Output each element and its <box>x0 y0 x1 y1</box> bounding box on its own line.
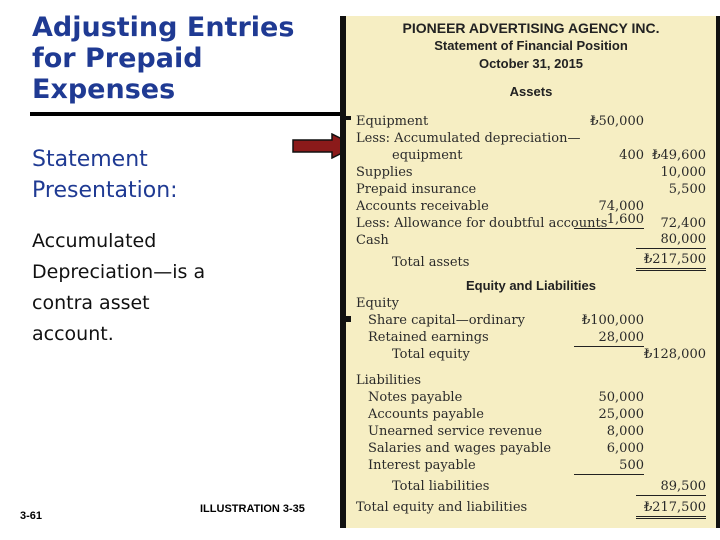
statement-row-value: ₺217,500 <box>636 252 706 271</box>
statement-row-label: Share capital—ordinary <box>368 313 525 328</box>
statement-row-label: Equity <box>356 296 399 311</box>
statement-row-label: Liabilities <box>356 373 422 388</box>
statement-row-label: Cash <box>356 233 389 248</box>
equity-liabilities-heading: Equity and Liabilities <box>465 278 597 293</box>
report-name: Statement of Financial Position <box>434 38 628 53</box>
statement-row-label: Less: Accumulated depreciation— <box>356 131 581 146</box>
statement-row-value: 6,000 <box>606 441 644 456</box>
statement-row-value: 500 <box>574 458 644 475</box>
statement-row-label: Total equity <box>392 347 470 362</box>
statement-row-value: 72,400 <box>660 216 706 231</box>
edge-mark <box>346 316 351 322</box>
statement-row-label: Total equity and liabilities <box>356 500 528 515</box>
assets-heading: Assets <box>509 84 553 99</box>
statement-row-label: Notes payable <box>368 390 463 405</box>
statement-row-label: Total assets <box>392 255 470 270</box>
statement-row-value: 10,000 <box>660 165 706 180</box>
statement-row-label: Accounts receivable <box>356 199 489 214</box>
title-divider <box>30 112 350 116</box>
statement-row-value: 89,500 <box>636 479 706 496</box>
statement-row-value: ₺128,000 <box>643 347 706 362</box>
statement-row-label: equipment <box>392 148 463 163</box>
statement-row-label: Equipment <box>356 114 429 129</box>
illustration-label: ILLUSTRATION 3-35 <box>200 503 305 515</box>
company-name: PIONEER ADVERTISING AGENCY INC. <box>402 20 660 36</box>
statement-row-value: 28,000 <box>574 330 644 347</box>
statement-row-value: ₺217,500 <box>636 500 706 519</box>
statement-row-label: Supplies <box>356 165 413 180</box>
statement-row-value: 50,000 <box>598 390 644 405</box>
financial-statement <box>340 16 720 528</box>
statement-row-label: Unearned service revenue <box>368 424 543 439</box>
statement-row-label: Total liabilities <box>392 479 490 494</box>
statement-row-value: 74,000 <box>598 199 644 214</box>
statement-row-value: 80,000 <box>636 232 706 249</box>
statement-row-value: 1,600 <box>574 212 644 229</box>
statement-row-value: ₺100,000 <box>581 313 644 328</box>
statement-row-label: Interest payable <box>368 458 476 473</box>
slide-title: Adjusting Entries for Prepaid Expenses <box>32 12 295 105</box>
edge-mark <box>346 116 351 120</box>
slide-number: 3-61 <box>20 510 43 522</box>
statement-row-label: Retained earnings <box>368 330 489 345</box>
statement-row-value: 400 <box>619 148 644 163</box>
statement-row-value: ₺49,600 <box>652 148 706 163</box>
statement-row-value: ₺50,000 <box>590 114 644 129</box>
statement-row-value: 8,000 <box>606 424 644 439</box>
statement-row-label: Accounts payable <box>368 407 484 422</box>
statement-row-label: Less: Allowance for doubtful accounts <box>356 216 608 231</box>
statement-row-value: 25,000 <box>598 407 644 422</box>
statement-row-label: Salaries and wages payable <box>368 441 552 456</box>
report-date: October 31, 2015 <box>478 56 584 71</box>
section-subhead: Statement Presentation: <box>32 147 178 203</box>
statement-row-label: Prepaid insurance <box>356 182 477 197</box>
statement-row-value: 5,500 <box>668 182 706 197</box>
statement-header <box>346 19 716 73</box>
body-text: Accumulated Depreciation—is a contra asset account. <box>32 230 206 345</box>
